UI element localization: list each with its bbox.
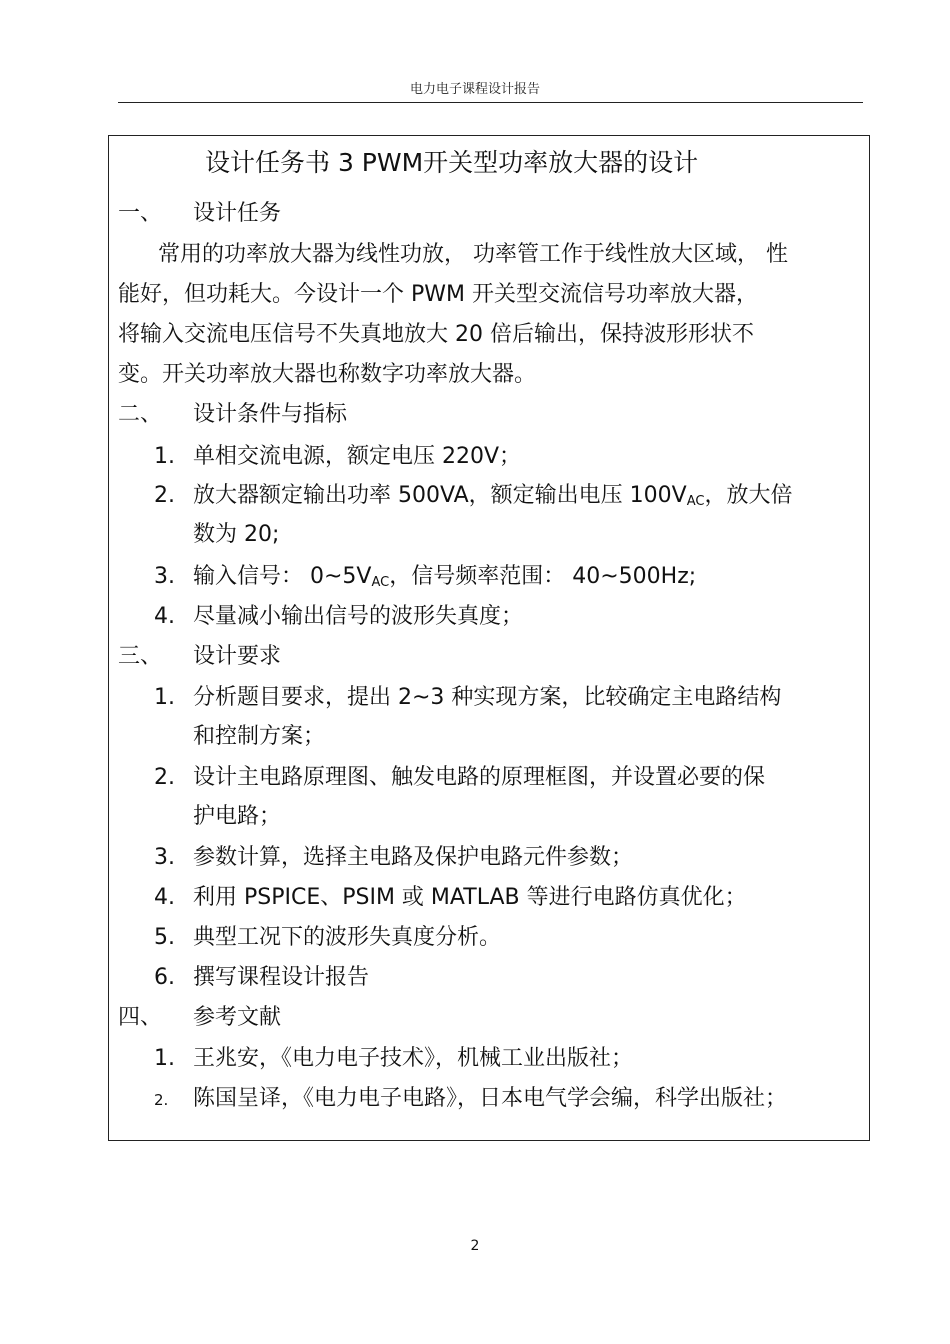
page-number: 2 bbox=[470, 1238, 480, 1254]
section-4-number: 四、 bbox=[118, 1005, 163, 1030]
subscript: AC bbox=[371, 575, 390, 590]
section-3-number: 三、 bbox=[118, 644, 163, 669]
item-text-part: ，信号频率范围： 40~500Hz; bbox=[389, 564, 697, 589]
item-text: 陈国呈译，《电力电子电路》，日本电气学会编，科学出版社； bbox=[193, 1086, 788, 1111]
item-text-continued: 护电路； bbox=[193, 804, 282, 829]
item-text: 参数计算，选择主电路及保护电路元件参数； bbox=[193, 845, 634, 870]
item-number: 3. bbox=[154, 564, 175, 589]
section-1-title: 设计任务 bbox=[193, 201, 282, 226]
section-2-number: 二、 bbox=[118, 402, 163, 427]
item-text bbox=[193, 562, 696, 598]
item-text: 单相交流电源，额定电压 220V； bbox=[193, 444, 522, 469]
item-text-part: 放大器额定输出功率 500VA，额定输出电压 100V bbox=[193, 483, 687, 508]
item-number: 2. bbox=[154, 765, 175, 790]
item-number: 2. bbox=[154, 1091, 169, 1109]
header-divider bbox=[118, 102, 863, 103]
section-2-title: 设计条件与指标 bbox=[193, 402, 348, 427]
page-header: 电力电子课程设计报告 bbox=[409, 82, 540, 97]
item-number: 2. bbox=[154, 483, 175, 508]
item-number: 3. bbox=[154, 845, 175, 870]
item-text bbox=[193, 481, 792, 517]
section-4-title: 参考文献 bbox=[193, 1005, 282, 1030]
item-text-part: ，放大倍 bbox=[704, 483, 793, 508]
item-text-part: 输入信号： 0~5V bbox=[193, 564, 372, 589]
item-number: 1. bbox=[154, 444, 175, 469]
item-text: 尽量减小输出信号的波形失真度； bbox=[193, 604, 524, 629]
item-number: 4. bbox=[154, 885, 175, 910]
item-text: 利用 PSPICE、PSIM 或 MATLAB 等进行电路仿真优化； bbox=[193, 885, 747, 910]
section-1-para-line: 能好，但功耗大。今设计一个 PWM 开关型交流信号功率放大器， bbox=[118, 282, 758, 307]
section-3-title: 设计要求 bbox=[193, 644, 282, 669]
item-number: 6. bbox=[154, 965, 175, 990]
item-text: 分析题目要求，提出 2~3 种实现方案，比较确定主电路结构 bbox=[193, 685, 782, 710]
section-1-number: 一、 bbox=[118, 201, 163, 226]
item-number: 1. bbox=[154, 685, 175, 710]
document-title: 设计任务书 3 PWM开关型功率放大器的设计 bbox=[205, 148, 699, 177]
section-1-para-line: 常用的功率放大器为线性功放， 功率管工作于线性放大区域， 性 bbox=[158, 242, 788, 267]
item-text: 王兆安，《电力电子技术》，机械工业出版社； bbox=[193, 1046, 634, 1071]
item-text: 设计主电路原理图、触发电路的原理框图，并设置必要的保 bbox=[193, 765, 766, 790]
item-number: 4. bbox=[154, 604, 175, 629]
subscript: AC bbox=[686, 494, 705, 509]
item-text-continued: 数为 20; bbox=[193, 522, 280, 547]
item-number: 5. bbox=[154, 925, 175, 950]
item-text-continued: 和控制方案； bbox=[193, 724, 326, 749]
item-text: 撰写课程设计报告 bbox=[193, 965, 370, 990]
section-1-para-line: 变。开关功率放大器也称数字功率放大器。 bbox=[118, 362, 537, 387]
item-text: 典型工况下的波形失真度分析。 bbox=[193, 925, 502, 950]
item-number: 1. bbox=[154, 1046, 175, 1071]
section-1-para-line: 将输入交流电压信号不失真地放大 20 倍后输出，保持波形形状不 bbox=[118, 322, 754, 347]
